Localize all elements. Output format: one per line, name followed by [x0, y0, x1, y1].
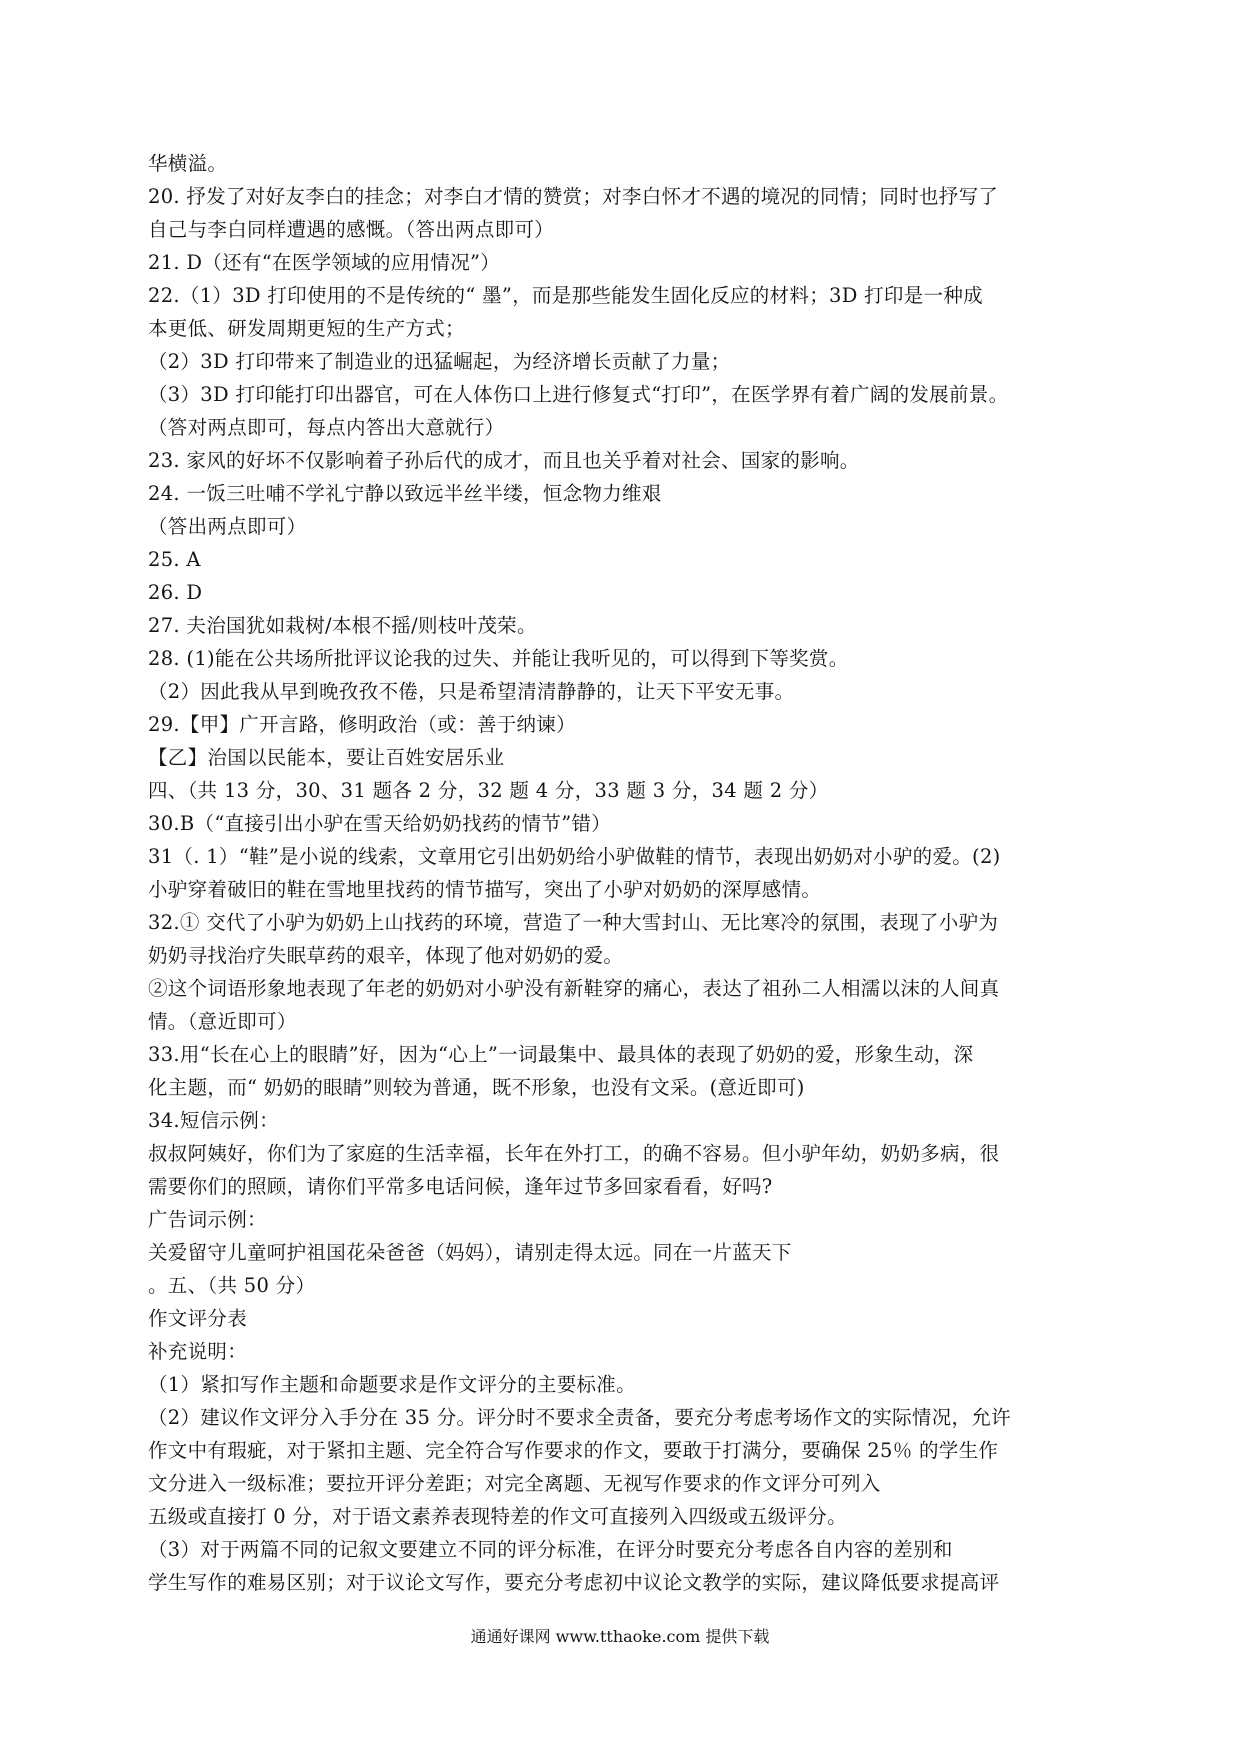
text-line: 补充说明：	[148, 1340, 248, 1363]
text-line: （3）对于两篇不同的记叙文要建立不同的评分标准，在评分时要充分考虑各自内容的差别和	[148, 1538, 953, 1561]
page-footer: 通通好课网 www.tthaoke.com 提供下载	[470, 1627, 770, 1646]
text-line: 关爱留守儿童呵护祖国花朵爸爸（妈妈），请别走得太远。同在一片蓝天下	[148, 1241, 792, 1264]
text-line: ②这个词语形象地表现了年老的奶奶对小驴没有新鞋穿的痛心，表达了祖孙二人相濡以沫的人间真	[148, 977, 1000, 1000]
text-line: 学生写作的难易区别；对于议论文写作，要充分考虑初中议论文教学的实际，建议降低要求提高评	[148, 1571, 1000, 1594]
text-line: 作文中有瑕疵，对于紧扣主题、完全符合写作要求的作文，要敢于打满分，要确保 25％ 的学生作	[148, 1439, 999, 1462]
text-line: 33.用“长在心上的眼睛”好，因为“心上”一词最集中、最具体的表现了奶奶的爱，形象生动，深	[148, 1043, 974, 1066]
text-line: 32.① 交代了小驴为奶奶上山找药的环境，营造了一种大雪封山、无比寒冷的氛围，表现了小驴为	[148, 911, 999, 934]
text-line: 自己与李白同样遭遇的感慨。（答出两点即可）	[148, 218, 555, 241]
text-line: 情。（意近即可）	[148, 1010, 297, 1033]
text-line: 26. D	[148, 581, 203, 604]
text-line: （1）紧扣写作主题和命题要求是作文评分的主要标准。	[148, 1373, 636, 1396]
text-line: 需要你们的照顾，请你们平常多电话问候，逢年过节多回家看看，好吗?	[148, 1175, 773, 1198]
answer-text-body	[148, 147, 1100, 1599]
text-line: （2）3D 打印带来了制造业的迅猛崛起，为经济增长贡献了力量；	[148, 350, 731, 373]
text-line: 广告词示例：	[148, 1208, 267, 1231]
text-line: 28. (1)能在公共场所批评议论我的过失、并能让我听见的，可以得到下等奖赏。	[148, 647, 849, 670]
text-line: 24. 一饭三吐哺不学礼宁静以致远半丝半缕，恒念物力维艰	[148, 482, 662, 505]
text-line: 五级或直接打 0 分，对于语文素养表现特差的作文可直接列入四级或五级评分。	[148, 1505, 847, 1528]
text-line: 【乙】治国以民能本，要让百姓安居乐业	[148, 746, 505, 769]
text-line: 22.（1）3D 打印使用的不是传统的“ 墨”，而是那些能发生固化反应的材料；3D 打印是一种成	[148, 284, 983, 307]
text-line: 叔叔阿姨好，你们为了家庭的生活幸福，长年在外打工，的确不容易。但小驴年幼，奶奶多病，很	[148, 1142, 1000, 1165]
text-line: 华横溢。	[148, 152, 228, 175]
text-line: 29.【甲】广开言路，修明政治（或：善于纳谏）	[148, 713, 576, 736]
text-line: 化主题，而“ 奶奶的眼睛”则较为普通，既不形象，也没有文采。(意近即可)	[148, 1076, 805, 1099]
text-line: （答对两点即可，每点内答出大意就行）	[148, 416, 505, 439]
text-line: 25. A	[148, 548, 201, 571]
text-line: 本更低、研发周期更短的生产方式；	[148, 317, 465, 340]
text-line: 23. 家风的好坏不仅影响着子孙后代的成才，而且也关乎着对社会、国家的影响。	[148, 449, 860, 472]
text-line: （答出两点即可）	[148, 515, 307, 538]
text-line: 作文评分表	[148, 1307, 248, 1330]
text-line: 四、（共 13 分，30、31 题各 2 分，32 题 4 分，33 题 3 分，34 题 2 分）	[148, 779, 829, 802]
text-line: 30.B（“直接引出小驴在雪天给奶奶找药的情节”错）	[148, 812, 612, 835]
text-line: 奶奶寻找治疗失眠草药的艰辛，体现了他对奶奶的爱。	[148, 944, 624, 967]
text-line: 27. 夫治国犹如栽树/本根不摇/则枝叶茂荣。	[148, 614, 537, 637]
text-line: 34.短信示例：	[148, 1109, 279, 1132]
text-line: （2）因此我从早到晚孜孜不倦，只是希望清清静静的，让天下平安无事。	[148, 680, 795, 703]
text-line: 31（. 1）“鞋”是小说的线索，文章用它引出奶奶给小驴做鞋的情节，表现出奶奶对小驴的爱。(2)	[148, 845, 1001, 868]
text-line: 20. 抒发了对好友李白的挂念；对李白才情的赞赏；对李白怀才不遇的境况的同情；同时也抒写了	[148, 185, 999, 208]
text-line: （2）建议作文评分入手分在 35 分。评分时不要求全责备，要充分考虑考场作文的实际情况，允许	[148, 1406, 1011, 1429]
text-line: 。五、（共 50 分）	[148, 1274, 316, 1297]
text-line: 小驴穿着破旧的鞋在雪地里找药的情节描写，突出了小驴对奶奶的深厚感情。	[148, 878, 822, 901]
text-line: 21. D（还有“在医学领域的应用情况”）	[148, 251, 501, 274]
text-line: （3）3D 打印能打印出器官，可在人体伤口上进行修复式“打印”，在医学界有着广阔的发展前景。	[148, 383, 1009, 406]
text-line: 文分进入一级标准；要拉开评分差距；对完全离题、无视写作要求的作文评分可列入	[148, 1472, 881, 1495]
